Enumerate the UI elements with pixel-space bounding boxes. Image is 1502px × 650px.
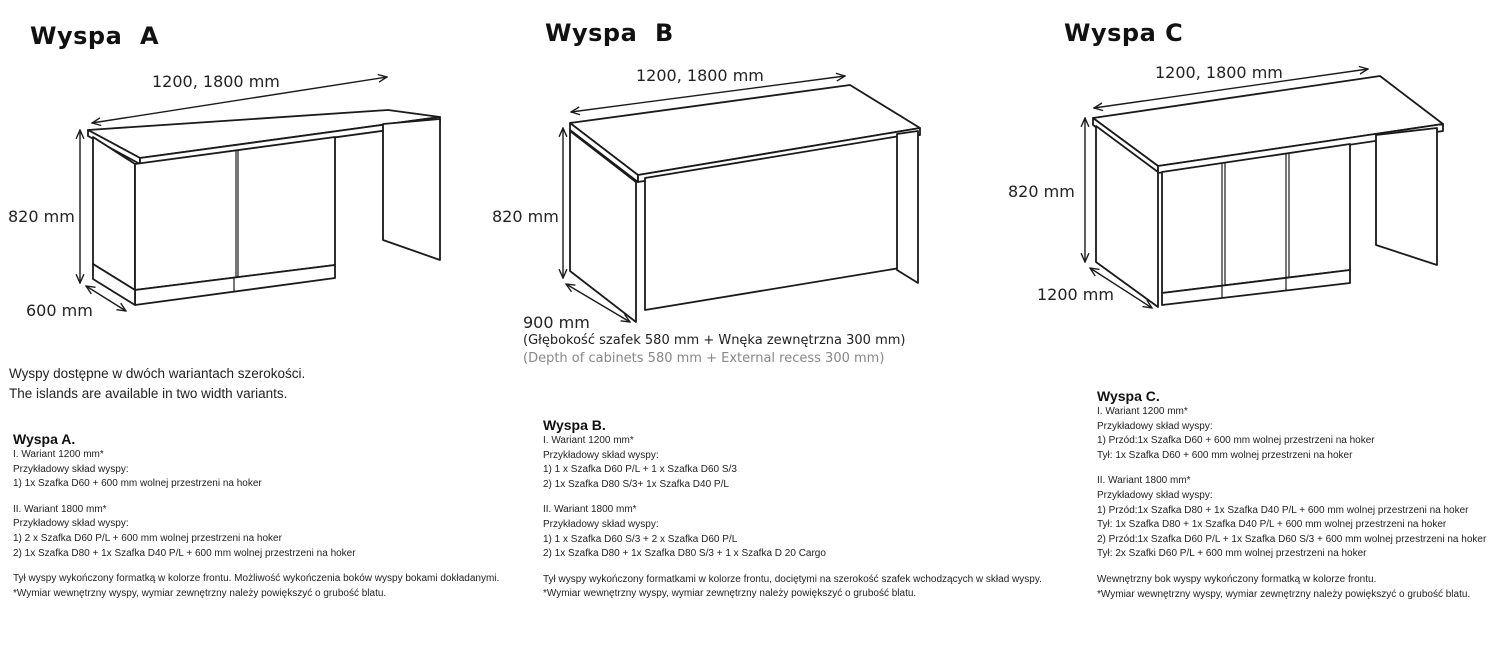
island-a-desc-heading: Wyspa A. — [13, 431, 76, 447]
island-a-width-label: 1200, 1800 mm — [152, 72, 280, 91]
desc-line: Tył wyspy wykończony formatkami w kolorze frontu, dociętymi na szerokość szafek wchodzących w skład wyspy. — [543, 573, 1042, 585]
desc-line: 1) 1 x Szafka D60 S/3 + 2 x Szafka D60 P/L — [543, 533, 738, 545]
desc-line: Przykładowy skład wyspy: — [13, 463, 129, 475]
desc-line: II. Wariant 1800 mm* — [13, 503, 107, 515]
desc-line: 1) 1x Szafka D60 + 600 mm wolnej przestrzeni na hoker — [13, 478, 262, 490]
desc-line: *Wymiar wewnętrzny wyspy, wymiar zewnętrzny należy powiększyć o grubość blatu. — [543, 588, 917, 600]
island-b-desc-heading: Wyspa B. — [543, 417, 606, 433]
island-c-desc-heading: Wyspa C. — [1097, 388, 1160, 404]
desc-line: *Wymiar wewnętrzny wyspy, wymiar zewnętrzny należy powiększyć o grubość blatu. — [1097, 588, 1471, 600]
island-b-depth-note-en: (Depth of cabinets 580 mm + External recess 300 mm) — [523, 351, 885, 366]
desc-line: 2) 1x Szafka D80 + 1x Szafka D80 S/3 + 1 x Szafka D 20 Cargo — [543, 548, 826, 560]
desc-line: 1) Przód:1x Szafka D80 + 1x Szafka D40 P/L + 600 mm wolnej przestrzeni na hoker — [1097, 504, 1469, 516]
desc-line: Przykładowy skład wyspy: — [1097, 420, 1213, 432]
island-c-width-label: 1200, 1800 mm — [1155, 63, 1283, 82]
desc-line: Tył: 2x Szafki D60 P/L + 600 mm wolnej przestrzeni na hoker — [1097, 548, 1367, 560]
island-a-height-label: 820 mm — [8, 207, 75, 226]
desc-line: 2) Przód:1x Szafka D60 P/L + 1x Szafka D60 S/3 + 600 mm wolnej przestrzeni na hoker — [1097, 533, 1487, 545]
island-c-description — [1097, 387, 1486, 602]
island-b-width-label: 1200, 1800 mm — [636, 66, 764, 85]
island-a-depth-label: 600 mm — [26, 301, 93, 320]
desc-line: I. Wariant 1200 mm* — [543, 435, 634, 446]
island-b-drawing — [563, 76, 920, 322]
island-a-title: Wyspa A — [30, 22, 160, 50]
island-b-description — [543, 416, 1042, 602]
desc-line: Tył wyspy wykończony formatką w kolorze frontu. Możliwość wykończenia boków wyspy bokami dokładanymi. — [13, 573, 500, 585]
desc-line: II. Wariant 1800 mm* — [543, 504, 637, 516]
island-c-title: Wyspa C — [1064, 19, 1184, 47]
island-a-drawing — [80, 77, 440, 311]
desc-line: Przykładowy skład wyspy: — [543, 518, 659, 530]
intro-en: The islands are available in two width variants. — [9, 386, 288, 401]
island-c-depth-label: 1200 mm — [1037, 285, 1114, 304]
desc-line: I. Wariant 1200 mm* — [13, 449, 104, 460]
desc-line: Przykładowy skład wyspy: — [13, 518, 129, 530]
island-b-title: Wyspa B — [545, 19, 674, 47]
desc-line: II. Wariant 1800 mm* — [1097, 475, 1191, 487]
desc-line: 2) 1x Szafka D80 S/3+ 1x Szafka D40 P/L — [543, 478, 729, 490]
desc-line: *Wymiar wewnętrzny wyspy, wymiar zewnętrzny należy powiększyć o grubość blatu. — [13, 587, 387, 599]
island-b-depth-note-pl: (Głębokość szafek 580 mm + Wnęka zewnętrzna 300 mm) — [523, 333, 906, 348]
desc-line: 1) 2 x Szafka D60 P/L + 600 mm wolnej przestrzeni na hoker — [13, 532, 282, 544]
desc-line: I. Wariant 1200 mm* — [1097, 406, 1188, 417]
desc-line: Tył: 1x Szafka D60 + 600 mm wolnej przestrzeni na hoker — [1097, 449, 1353, 461]
desc-line: Wewnętrzny bok wyspy wykończony formatką w kolorze frontu. — [1097, 573, 1377, 585]
island-c-height-label: 820 mm — [1008, 182, 1075, 201]
desc-line: Przykładowy skład wyspy: — [543, 449, 659, 461]
desc-line: Tył: 1x Szafka D80 + 1x Szafka D40 P/L + 600 mm wolnej przestrzeni na hoker — [1097, 519, 1447, 531]
island-b-depth-label: 900 mm — [523, 313, 590, 332]
island-c-drawing — [1085, 69, 1443, 308]
island-b-height-label: 820 mm — [492, 207, 559, 226]
desc-line: 1) 1 x Szafka D60 P/L + 1 x Szafka D60 S/3 — [543, 464, 737, 476]
intro-text — [9, 364, 305, 404]
intro-pl: Wyspy dostępne w dwóch wariantach szerokości. — [9, 366, 306, 381]
desc-line: 2) 1x Szafka D80 + 1x Szafka D40 P/L + 600 mm wolnej przestrzeni na hoker — [13, 547, 356, 559]
desc-line: 1) Przód:1x Szafka D60 + 600 mm wolnej przestrzeni na hoker — [1097, 435, 1375, 447]
island-a-description — [13, 430, 499, 601]
desc-line: Przykładowy skład wyspy: — [1097, 489, 1213, 501]
